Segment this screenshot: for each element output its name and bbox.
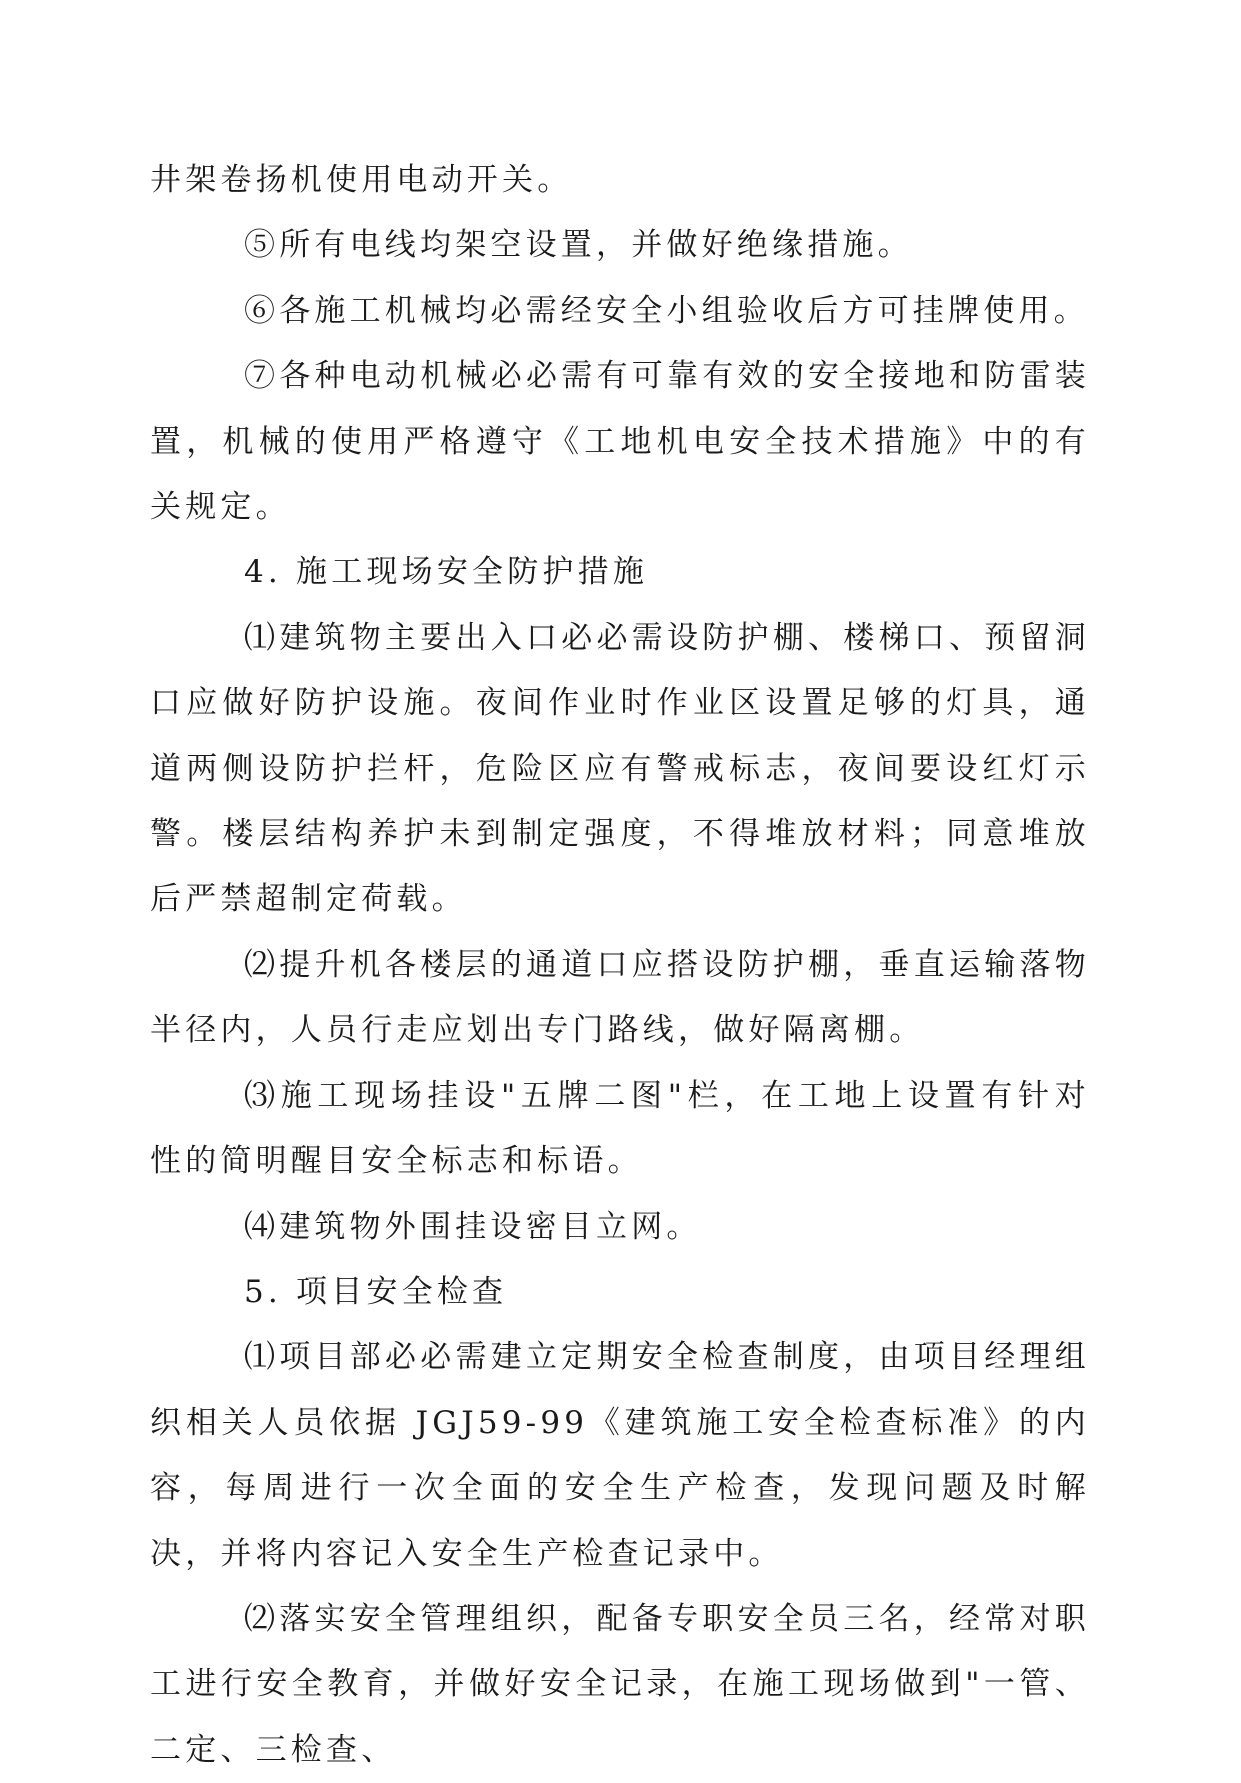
paragraph-4-1: ⑴建筑物主要出入口必必需设防护棚、楼梯口、预留洞口应做好防护设施。夜间作业时作业区设置足够的灯具，通道两侧设防护拦杆，危险区应有警戒标志，夜间要设红灯示警。楼层结构养护未到制定强度，不得堆放材料；同意堆放后严禁超制定荷载。 (150, 619, 1090, 918)
paragraph-5-1: ⑴项目部必必需建立定期安全检查制度，由项目经理组织相关人员依据 JGJ59-99《建筑施工安全检查标准》的内容，每周进行一次全面的安全生产检查，发现问题及时解决，并将内容记入安全生产检查记录中。 (150, 1339, 1090, 1572)
document-body (150, 148, 1090, 1783)
paragraph-4-2: ⑵提升机各楼层的通道口应搭设防护棚，垂直运输落物半径内，人员行走应划出专门路线，做好隔离棚。 (150, 946, 1090, 1049)
paragraph-4-3: ⑶施工现场挂设"五牌二图"栏，在工地上设置有针对性的简明醒目安全标志和标语。 (150, 1077, 1090, 1180)
paragraph-4-4: ⑷建筑物外围挂设密目立网。 (244, 1208, 702, 1245)
paragraph-5-2: ⑵落实安全管理组织，配备专职安全员三名，经常对职工进行安全教育，并做好安全记录，在施工现场做到"一管、二定、三检查、 (150, 1600, 1090, 1768)
list-item-6: ⑥各施工机械均必需经安全小组验收后方可挂牌使用。 (244, 292, 1089, 329)
section-heading-5: 5. 项目安全检查 (244, 1273, 508, 1310)
paragraph-continuation: 井架卷扬机使用电动开关。 (150, 162, 573, 198)
list-item-5: ⑤所有电线均架空设置，并做好绝缘措施。 (244, 227, 913, 264)
list-item-7: ⑦各种电动机械必必需有可靠有效的安全接地和防雷装置，机械的使用严格遵守《工地机电安全技术措施》中的有关规定。 (150, 358, 1090, 526)
section-heading-4: 4. 施工现场安全防护措施 (244, 554, 649, 591)
